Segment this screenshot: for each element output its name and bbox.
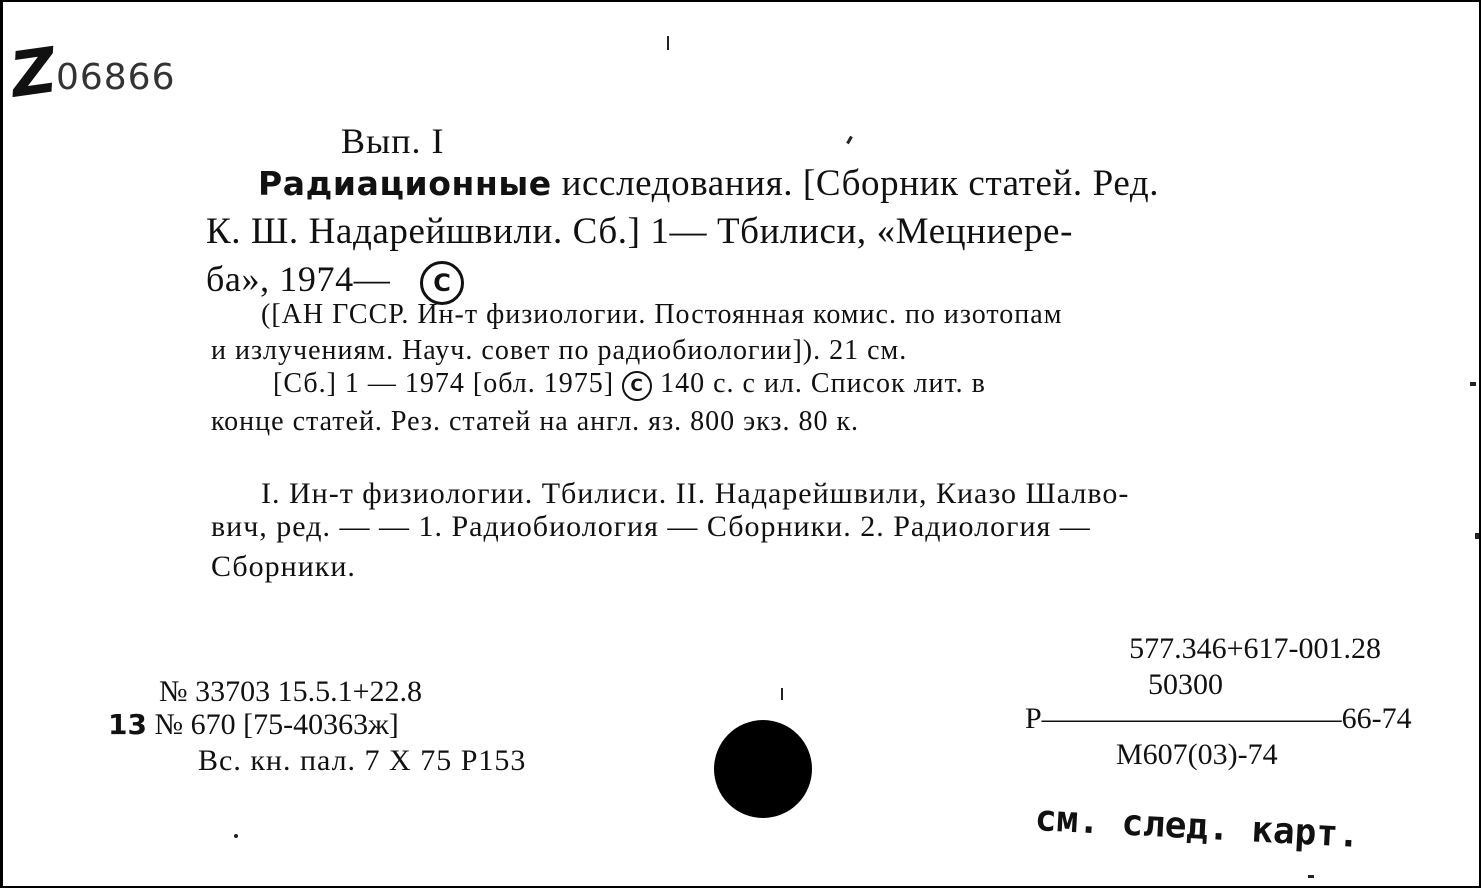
entry-line-6-end: 140 с. с ил. Список лит. в <box>652 368 986 399</box>
catalog-number-value: 06866 <box>55 57 176 98</box>
accession-line-3: Вс. кн. пал. 7 Х 75 Р153 <box>198 744 527 777</box>
copyright-small-icon: C <box>622 371 652 401</box>
ink-speck <box>234 834 238 838</box>
entry-line-3 <box>206 258 464 305</box>
copyright-icon: C <box>420 261 464 305</box>
entry-title-bold: Радиационные <box>258 164 552 203</box>
accession-line-2 <box>108 708 399 742</box>
classification-code: 50300 <box>1148 668 1223 701</box>
classification-index: Р——————————66-74 <box>1025 702 1412 735</box>
punch-hole <box>714 720 812 818</box>
ink-speck <box>781 688 783 700</box>
issue-label: Вып. I <box>341 121 445 161</box>
catalog-number <box>6 33 176 112</box>
entry-line-2: К. Ш. Надарейшвили. Сб.] 1— Тбилиси, «Мецниере- <box>206 211 1073 252</box>
handwritten-mark: Z <box>6 33 61 112</box>
entry-line-1-text: исследования. [Сборник статей. Ред. <box>551 163 1160 204</box>
entry-line-5: и излучениям. Науч. совет по радиобиологии]). 21 см. <box>211 335 908 366</box>
entry-line-3-text: ба», 1974— <box>206 259 391 299</box>
ink-speck <box>1470 382 1476 386</box>
entry-line-6-start: [Сб.] 1 — 1974 [обл. 1975] <box>273 368 623 399</box>
entry-line-6 <box>273 368 986 401</box>
ink-speck <box>1308 875 1314 878</box>
accession-line-2-text: № 670 [75-40363ж] <box>146 708 399 741</box>
subjects-line-3: Сборники. <box>211 550 356 583</box>
entry-line-4: ([АН ГССР. Ин-т физиологии. Постоянная комис. по изотопам <box>261 299 1063 330</box>
subjects-line-1: I. Ин-т физиологии. Тбилиси. II. Надарейшвили, Киазо Шалво- <box>261 477 1130 510</box>
udc-code: 577.346+617-001.28 <box>1129 632 1381 665</box>
ink-speck <box>667 36 669 50</box>
accession-line-1: № 33703 15.5.1+22.8 <box>159 675 423 708</box>
continuation-note: см. след. карт. <box>1033 798 1361 856</box>
ink-speck <box>1475 533 1479 539</box>
entry-line-7: конце статей. Рез. статей на англ. яз. 800 экз. 80 к. <box>211 406 860 437</box>
entry-line-1 <box>258 162 1159 205</box>
classification-series: М607(03)-74 <box>1116 738 1278 771</box>
subjects-line-2: вич, ред. — — 1. Радиобиология — Сборники. 2. Радиология — <box>211 510 1091 543</box>
accession-bold-number: 13 <box>108 708 147 741</box>
ink-speck <box>846 136 853 144</box>
